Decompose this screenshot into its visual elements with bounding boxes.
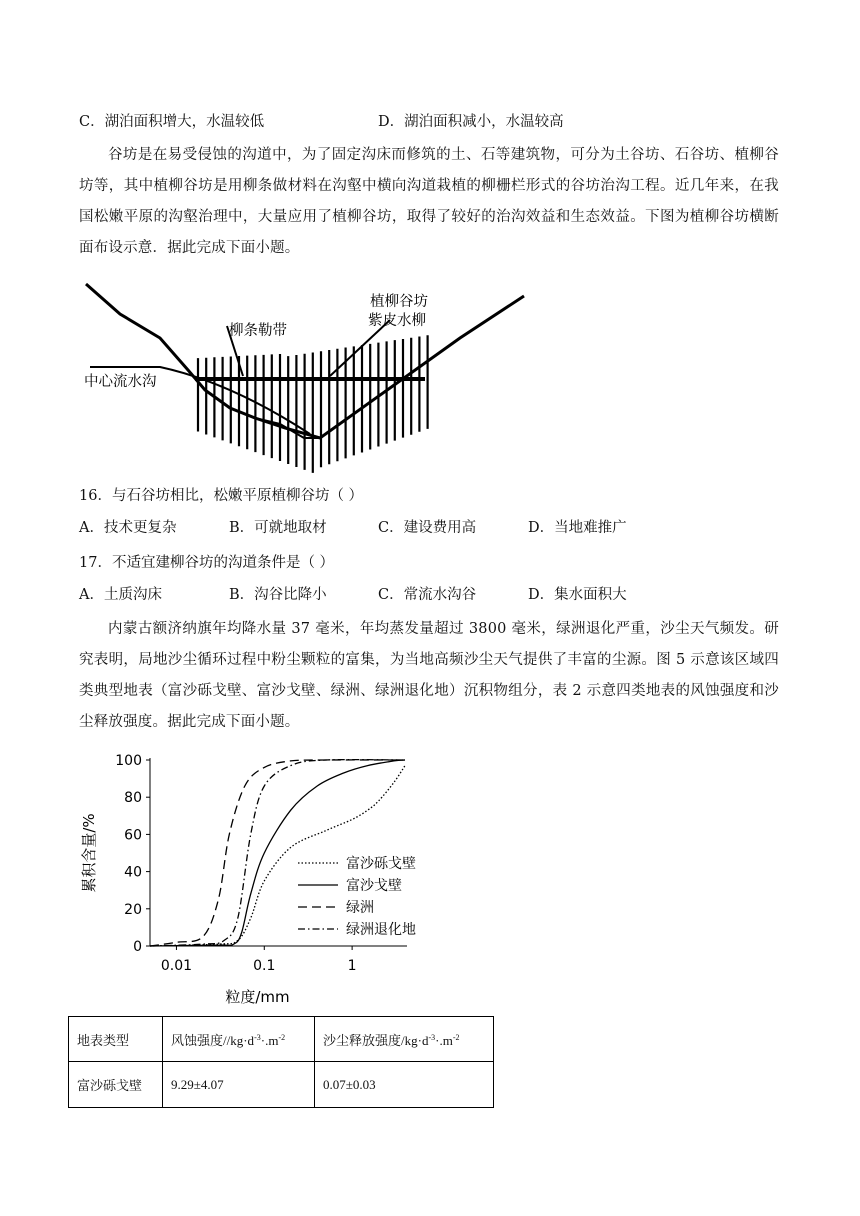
legend-label: 富沙戈壁 bbox=[346, 878, 402, 894]
q16-option-d: D．当地难推广 bbox=[528, 520, 627, 536]
label-willow-belt: 柳条勒带 bbox=[229, 323, 287, 339]
q16-stem: 16．与石谷坊相比，松嫩平原植柳谷坊（ ） bbox=[79, 488, 364, 504]
y-tick-label: 40 bbox=[124, 864, 142, 881]
x-tick-label: 1 bbox=[347, 958, 357, 974]
table-cell: 0.07±0.03 bbox=[315, 1062, 494, 1108]
chart-legend bbox=[298, 855, 416, 938]
y-tick-label: 60 bbox=[124, 827, 142, 844]
willow-stakes bbox=[198, 335, 428, 473]
q16-option-c: C．建设费用高 bbox=[378, 520, 477, 536]
table-cell: 富沙砾戈壁 bbox=[69, 1062, 163, 1108]
table-erosion-dust bbox=[68, 1016, 494, 1108]
legend-label: 绿洲退化地 bbox=[346, 922, 416, 938]
y-tick-label: 80 bbox=[124, 790, 142, 807]
series-line-4 bbox=[150, 760, 405, 946]
q15-option-c: C．湖泊面积增大，水温较低 bbox=[79, 114, 265, 130]
chart-series bbox=[150, 760, 405, 946]
q17-option-b: B．沟谷比降小 bbox=[229, 587, 327, 603]
label-dam-line1: 植柳谷坊 bbox=[370, 294, 428, 310]
willow-check-dam-diagram bbox=[80, 278, 530, 478]
table-header-cell: 风蚀强度$//kg\cdot d^{-3}\cdot.m^{-2}$ bbox=[163, 1017, 315, 1062]
x-tick-label: 0.1 bbox=[253, 958, 276, 974]
label-center-channel: 中心流水沟 bbox=[84, 374, 157, 390]
table-cell: 9.29±4.07 bbox=[163, 1062, 315, 1108]
q15-option-d: D．湖泊面积减小，水温较高 bbox=[378, 114, 564, 130]
q17-option-c: C．常流水沟谷 bbox=[378, 587, 477, 603]
x-axis-label: 粒度/mm bbox=[225, 988, 290, 1006]
series-line-2 bbox=[150, 760, 405, 946]
grain-size-cumulative-chart bbox=[70, 748, 430, 1010]
y-tick-label: 20 bbox=[124, 901, 142, 918]
passage-ejina-dust: 内蒙古额济纳旗年均降水量 37 毫米，年均蒸发量超过 3800 毫米，绿洲退化严重，沙尘天气频发。研究表明，局地沙尘循环过程中粉尘颗粒的富集，为当地高频沙尘天气提供了丰富的尘源。图 5 示意该区域四类典型地表（富沙砾戈壁、富沙戈壁、绿洲、绿洲退化地）沉积物组分，表 2 示意四类地表的风蚀强度和沙尘释放强度。据此完成下面小题。 bbox=[79, 621, 779, 730]
table-header-cell: 地表类型 bbox=[69, 1017, 163, 1062]
y-tick-label: 0 bbox=[133, 939, 142, 955]
legend-label: 绿洲 bbox=[346, 900, 374, 916]
table-header-row bbox=[69, 1017, 494, 1062]
x-tick-label: 0.01 bbox=[160, 958, 193, 974]
q16-option-a: A．技术更复杂 bbox=[79, 520, 177, 536]
label-dam-line2: 紫皮水柳 bbox=[368, 313, 426, 329]
passage-willow-check-dam: 谷坊是在易受侵蚀的沟道中，为了固定沟床而修筑的土、石等建筑物，可分为土谷坊、石谷坊、植柳谷坊等，其中植柳谷坊是用柳条做材料在沟壑中横向沟道栽植的柳栅栏形式的谷坊治沟工程。近几年来，在我国松嫩平原的沟壑治理中，大量应用了植柳谷坊，取得了较好的治沟效益和生态效益。下图为植柳谷坊横断面布设示意．据此完成下面小题。 bbox=[79, 147, 779, 256]
y-axis-label: 累积含量/% bbox=[80, 813, 98, 893]
table-header-cell: 沙尘释放强度$/kg\cdot d^{-3}\cdot.m^{-2}$ bbox=[315, 1017, 494, 1062]
q17-stem: 17．不适宜建柳谷坊的沟道条件是（ ） bbox=[79, 555, 335, 571]
table-row bbox=[69, 1062, 494, 1108]
q17-option-a: A．土质沟床 bbox=[79, 587, 162, 603]
y-tick-label: 100 bbox=[115, 753, 142, 769]
q16-option-b: B．可就地取材 bbox=[229, 520, 327, 536]
legend-label: 富沙砾戈壁 bbox=[346, 856, 416, 872]
series-line-3 bbox=[150, 760, 405, 946]
q17-option-d: D．集水面积大 bbox=[528, 587, 627, 603]
